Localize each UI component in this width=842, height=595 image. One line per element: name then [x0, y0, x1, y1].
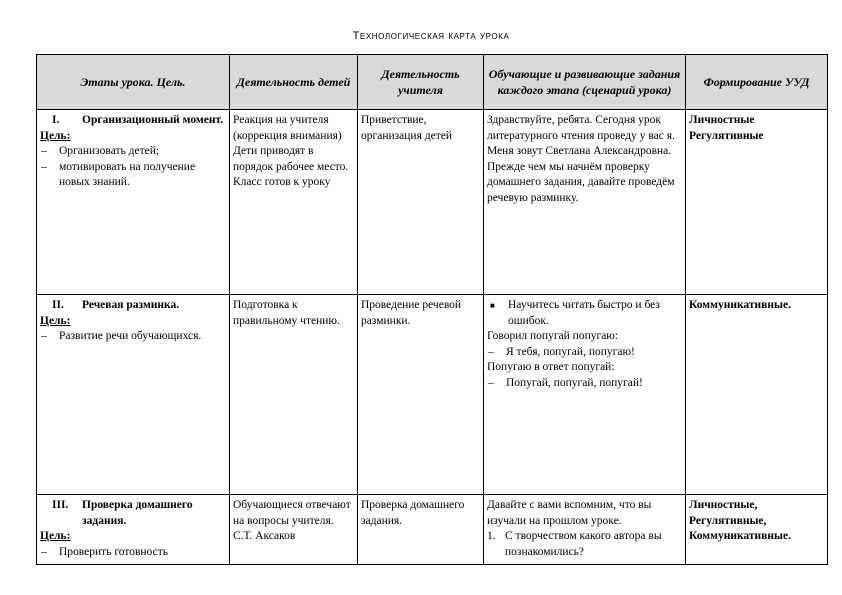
header-children: Деятельность детей [230, 55, 358, 110]
children-activity-cell: Подготовка к правильному чтению. [230, 295, 358, 495]
header-row [37, 55, 828, 110]
teacher-activity-cell: Приветствие, организация детей [358, 110, 484, 295]
uud-item: Коммуникативные. [689, 530, 791, 542]
header-stages: Этапы урока. Цель. [37, 55, 230, 110]
header-tasks: Обучающие и развивающие задания каждого этапа (сценарий урока) [484, 55, 686, 110]
page-title: Технологическая карта урока [352, 30, 510, 42]
list-number: 1. [487, 530, 496, 542]
stage-number: II. [52, 299, 64, 311]
goal-label: Цель: [40, 129, 71, 142]
children-activity-cell: Реакция на учителя (коррекция внимания) Дети приводят в порядок рабочее место. Класс готов к уроку [230, 110, 358, 295]
task-line: Говорил попугай попугаю: [487, 330, 619, 342]
task-bullet-text: Научитесь читать быстро и без ошибок. [508, 299, 660, 327]
dash-marker: – [41, 160, 47, 173]
uud-item: Регулятивные [689, 129, 764, 142]
lesson-plan-table [36, 54, 828, 565]
uud-cell [686, 295, 828, 495]
table-row [37, 295, 828, 495]
tasks-cell: Здравствуйте, ребята. Сегодня урок литературного чтения проведу у вас я. Меня зовут Светлана Александровна. Прежде чем мы начнём проверку домашнего задания, давайте проведём речевую разминку. [484, 110, 686, 295]
task-line: Давайте с вами вспомним, что вы изучали на прошлом уроке. [487, 499, 652, 527]
goal-label: Цель: [40, 314, 71, 327]
dash-marker: – [41, 330, 47, 342]
stage-title: Проверка домашнего задания. [82, 499, 193, 527]
dash-marker: – [488, 376, 494, 389]
table-row [37, 495, 828, 565]
dash-marker: – [488, 345, 494, 358]
task-numbered-text: С творчеством какого автора вы познакомились? [505, 530, 662, 558]
stage-cell [37, 495, 230, 565]
stage-cell [37, 295, 230, 495]
uud-cell [686, 495, 828, 565]
goal-item: Организовать детей; [59, 145, 160, 157]
stage-cell [37, 110, 230, 295]
uud-item: Коммуникативные. [689, 299, 791, 311]
uud-item: Личностные, [689, 499, 758, 511]
task-dash-text: Я тебя, попугай, попугаю! [506, 345, 635, 358]
dash-marker: – [41, 545, 47, 558]
stage-number: I. [52, 114, 60, 126]
teacher-activity-cell: Проведение речевой разминки. [358, 295, 484, 495]
uud-item: Регулятивные, [689, 514, 767, 527]
square-bullet-icon: ■ [490, 301, 495, 310]
header-teacher: Деятельность учителя [358, 55, 484, 110]
header-uud: Формирование УУД [686, 55, 828, 110]
goal-label: Цель: [40, 530, 71, 542]
teacher-activity-cell: Проверка домашнего задания. [358, 495, 484, 565]
uud-item: Личностные [689, 114, 755, 126]
stage-number: III. [52, 499, 69, 511]
tasks-cell [484, 495, 686, 565]
children-activity-cell: Обучающиеся отвечают на вопросы учителя. С.Т. Аксаков [230, 495, 358, 565]
tasks-cell [484, 295, 686, 495]
uud-cell [686, 110, 828, 295]
stage-title: Организационный момент. [82, 114, 224, 126]
goal-item: Развитие речи обучающихся. [59, 330, 202, 342]
table-row [37, 110, 828, 295]
task-line: Попугаю в ответ попугай: [487, 361, 615, 373]
task-dash-text: Попугай, попугай, попугай! [506, 376, 643, 389]
stage-title: Речевая разминка. [82, 299, 180, 311]
goal-item: мотивировать на получение новых знаний. [59, 160, 196, 188]
goal-item: Проверить готовность [59, 545, 168, 558]
dash-marker: – [41, 145, 47, 157]
